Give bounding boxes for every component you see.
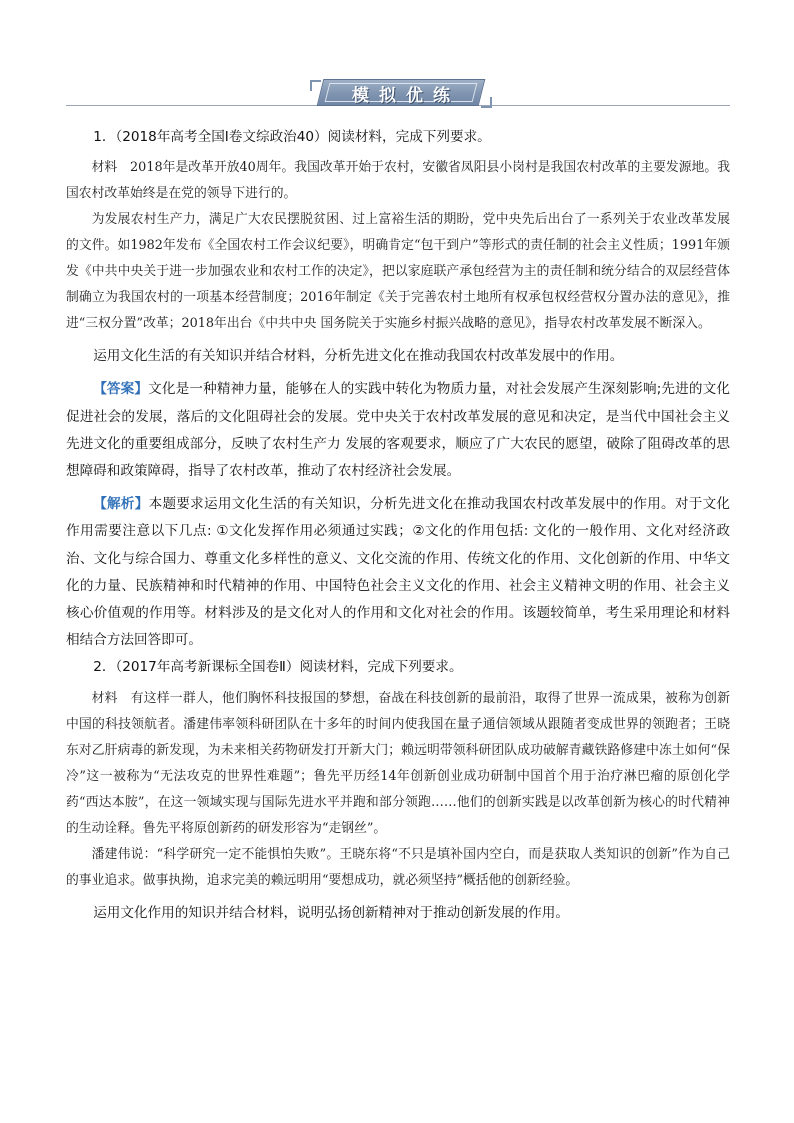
question-1-material-paragraph-1: 材料 2018年是改革开放40周年。我国改革开始于农村，安徽省凤阳县小岗村是我国农村改革的主要发源地。我国农村改革始终是在党的领导下进行的。 <box>66 160 730 202</box>
section-banner <box>310 78 492 108</box>
question-2-prompt: 运用文化作用的知识并结合材料，说明弘扬创新精神对于推动创新发展的作用。 <box>93 904 569 921</box>
analysis-tag: 【解析】 <box>93 496 149 513</box>
question-2-material-paragraph-1: 材料 有这样一群人，他们胸怀科技报国的梦想，奋战在科技创新的最前沿，取得了世界一流成果，被称为创新中国的科技领航者。潘建伟率领科研团队在十多年的时间内使我国在量子通信领域从跟随者变成世界的领跑者；王晓东对乙肝病毒的新发现，为未来相关药物研发打开新大门；赖远明带领科研团队成功破解青藏铁路修建中冻土如何“保冷”这一被称为“无法攻克的世界性难题”；鲁先平历经14年创新创业成功研制中国首个用于治疗淋巴瘤的原创化学药“西达本胺”，在这一领域实现与国际先进水平并跑和部分领跑……他们的创新实践是以改革创新为核心的时代精神的生动诠释。鲁先平将原创新药的研发形容为“走钢丝”。 <box>66 690 730 836</box>
question-1-answer <box>66 376 730 485</box>
question-1-prompt: 运用文化生活的有关知识并结合材料，分析先进文化在推动我国农村改革发展中的作用。 <box>93 348 624 365</box>
section-header <box>66 78 730 108</box>
question-1-material-paragraph-2: 为发展农村生产力，满足广大农民摆脱贫困、过上富裕生活的期盼，党中央先后出台了一系列关于农业改革发展的文件。如1982年发布《全国农村工作会议纪要》，明确肯定“包干到户”等形式的责任制的社会主义性质；1991年颁发《中共中央关于进一步加强农业和农村工作的决定》，把以家庭联产承包经营为主的责任制和统分结合的双层经营体制确立为我国农村的一项基本经营制度；2016年制定《关于完善农村土地所有权承包权经营权分置办法的意见》，推进“三权分置”改革；2018年出台《中共中央 国务院关于实施乡村振兴战略的意见》，指导农村改革发展不断深入。 <box>66 212 730 332</box>
document-body <box>66 124 730 927</box>
question-2-title: 2．（2017年高考新课标全国卷Ⅱ）阅读材料，完成下列要求。 <box>93 659 463 676</box>
answer-text: 文化是一种精神力量，能够在人的实践中转化为物质力量，对社会发展产生深刻影响;先进的文化促进社会的发展，落后的文化阻碍社会的发展。党中央关于农村改革发展的意见和决定，是当代中国社会主义先进文化的重要组成部分，反映了农村生产力 发展的客观要求，顺应了广大农民的愿望，破除了阻碍改革的思想障碍和政策障碍，指导了农村改革，推动了农村经济社会发展。 <box>66 381 731 480</box>
question-1-title: 1．（2018年高考全国Ⅰ卷文综政治40）阅读材料，完成下列要求。 <box>93 129 491 145</box>
section-title: 模拟优练 <box>352 86 460 106</box>
banner-corner-decoration <box>481 97 492 108</box>
question-1-analysis <box>66 491 730 654</box>
question-2-material-paragraph-2: 潘建伟说：“科学研究一定不能惧怕失败”。王晓东将“不只是填补国内空白，而是获取人类知识的创新”作为自己的事业追求。做事执拗，追求完美的赖远明用“要想成功，就必须坚持”概括他的创新经验。 <box>66 846 730 888</box>
analysis-text: 本题要求运用文化生活的有关知识，分析先进文化在推动我国农村改革发展中的作用。对于文化作用需要注意以下几点: ①文化发挥作用必须通过实践；②文化的作用包括: 文化的一般作用、文化对经济政治、文化与综合国力、尊重文化多样性的意义、文化交流的作用、传统文化的作用、文化创新的作用、中华文化的力量、民族精神和时代精神的作用、中国特色社会主义文化的作用、社会主义精神文明的作用、社会主义核心价值观的作用等。材料涉及的是文化对人的作用和文化对社会的作用。该题较简单，考生采用理论和材料相结合方法回答即可。 <box>66 496 731 649</box>
answer-tag: 【答案】 <box>93 381 149 398</box>
